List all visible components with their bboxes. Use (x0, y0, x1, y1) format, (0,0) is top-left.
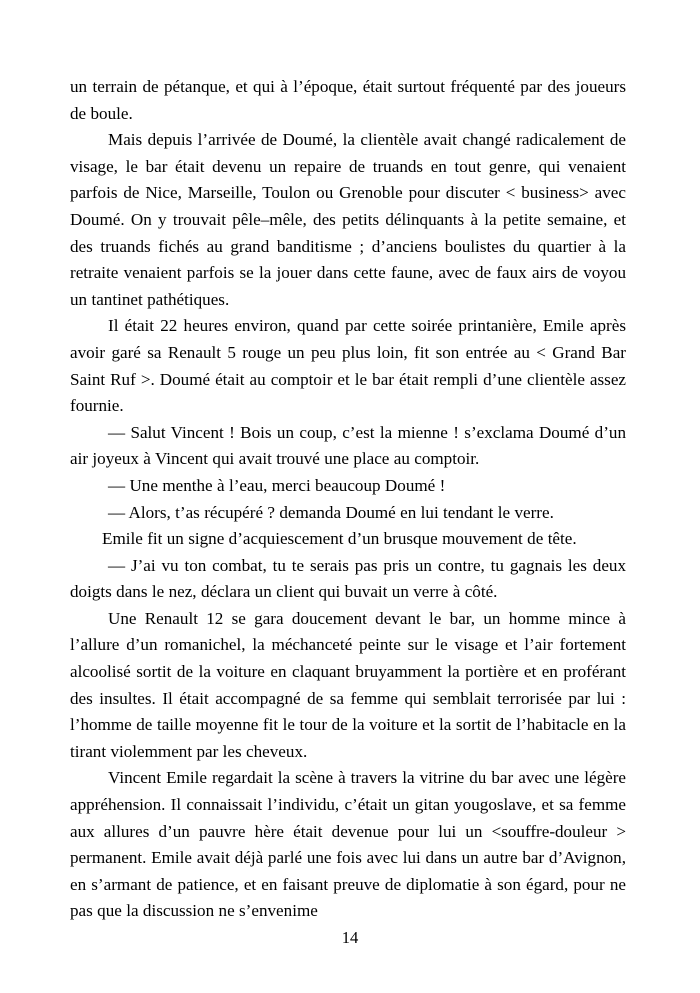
paragraph-renault-12: Une Renault 12 se gara doucement devant le bar, un homme mince à l’allure d’un romanichel, la méchanceté peinte sur le visage et l’air fortement alcoolisé sortit de la voiture en claquant bruyamment la portière et en proférant des insultes. Il était accompagné de sa femme qui semblait terrorisée par lui : l’homme de taille moyenne fit le tour de la voiture et la sortit de l’habitacle en la tirant violemment par les cheveux. (70, 608, 626, 761)
dialogue-line-combat: — J’ai vu ton combat, tu te serais pas pris un contre, tu gagnais les deux doigts dans le nez, déclara un client qui buvait un verre à côté. (70, 555, 626, 602)
paragraph-emile-acquiescement: Emile fit un signe d’acquiescement d’un brusque mouvement de tête. (102, 529, 577, 549)
paragraph-vincent-observation: Vincent Emile regardait la scène à travers la vitrine du bar avec une légère appréhension. Il connaissait l’individu, c’était un gitan yougoslave, et sa femme aux allures d’un pauvre hère était devenue pour lui un <souffre-douleur > permanent. Emile avait déjà parlé une fois avec lui dans un autre bar d’Avignon, en s’armant de patience, et en faisant preuve de diplomatie à son égard, pour ne pas que la discussion ne s’envenime (70, 768, 626, 921)
dialogue-line-doume-greeting: — Salut Vincent ! Bois un coup, c’est la mienne ! s’exclama Doumé d’un air joyeux à Vincent qui avait trouvé une place au comptoir. (70, 422, 626, 469)
dialogue-line-menthe: — Une menthe à l’eau, merci beaucoup Doumé ! (108, 475, 446, 495)
paragraph-continuation: un terrain de pétanque, et qui à l’époque, était surtout fréquenté par des joueurs de boule. (70, 77, 626, 123)
paragraph-emile-arrival: Il était 22 heures environ, quand par cette soirée printanière, Emile après avoir garé sa Renault 5 rouge un peu plus loin, fit son entrée au < Grand Bar Saint Ruf >. Doumé était au comptoir et le bar était rempli d’une clientèle assez fournie. (70, 316, 626, 416)
dialogue-line-recupere: — Alors, t’as récupéré ? demanda Doumé en lui tendant le verre. (108, 502, 554, 522)
page-number: 14 (341, 928, 359, 947)
paragraph-bar-clientele: Mais depuis l’arrivée de Doumé, la clientèle avait changé radicalement de visage, le bar était devenu un repaire de truands en tout genre, qui venaient parfois de Nice, Marseille, Toulon ou Grenoble pour discuter < business> avec Doumé. On y trouvait pêle–mêle, des petits délinquants à la petite semaine, et des truands fichés au grand banditisme ; d’anciens boulistes du quartier à la retraite venaient parfois se la jouer dans cette faune, avec de faux airs de voyou un tantinet pathétiques. (70, 130, 626, 309)
page-text-block (70, 74, 626, 925)
